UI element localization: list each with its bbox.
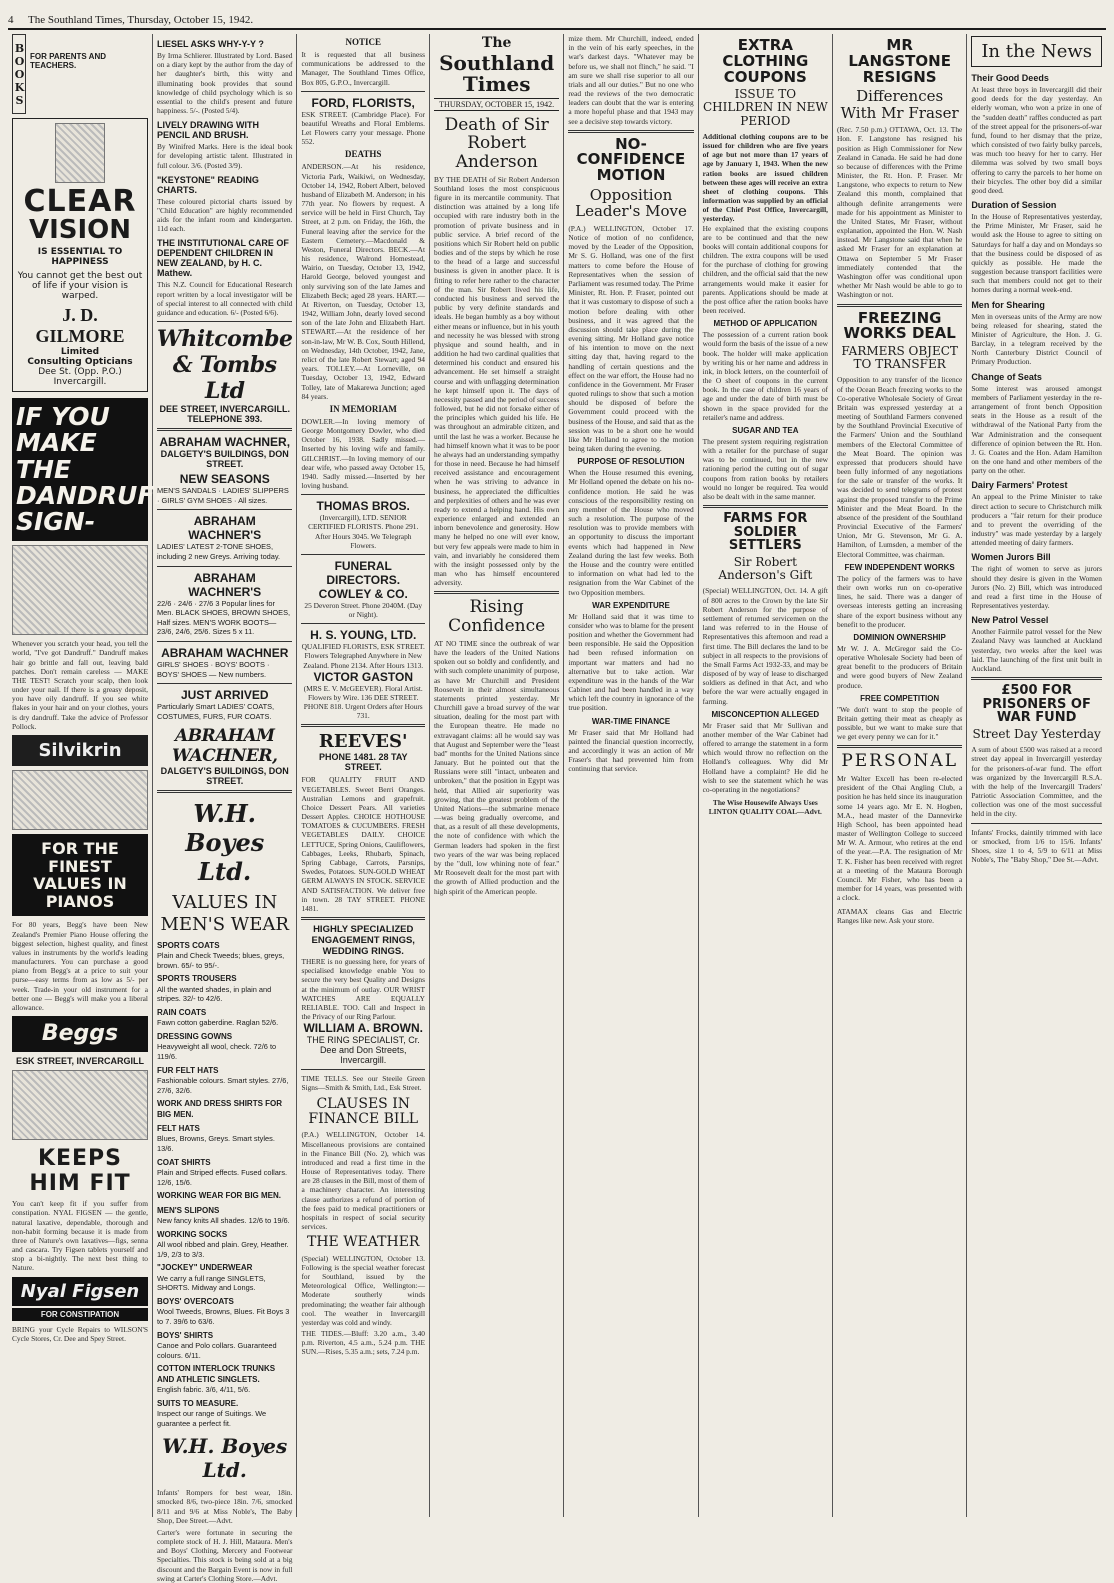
freezing-text: Opposition to any transfer of the licence of the Ocean Beach freezing works to the Co-operative Wholesale Society of Great Britain was expressed yesterday at a meeting of Southland Farmers convened by the Southland Provincial Executive of the Farmers' Union and the Southland members of the Electoral Committee of the Meat Board. The opinion was expressed that producers should have been fully informed of any negotiations for the sale or transfer of the works. It was decided to send telegrams of protest against the proposed transfer to the Prime Minister and the Meat Board. In the absence of the president of the Southland Provincial Executive of the Farmers' Union, Mr G. Stevenson, Mr G. A. Hamilton, of Lumsden, a member of the Electoral Committee, was chairman. (836, 375, 963, 559)
menswear-item-text: English fabric. 3/6, 4/11, 5/6. (157, 1384, 251, 1394)
coupons-subhead: ISSUE TO CHILDREN IN NEW PERIOD (702, 87, 828, 128)
session-text: In the House of Representatives yesterday, the Prime Minister, Mr Fraser, said he would ask the House to agree to sitting on Saturdays for half a day and on Mondays so that the business could be disposed of as quickly as possible. He made the suggestion because transport facilities were such that members could not get to their homes during a normal week-end. (971, 212, 1102, 295)
method-text: The possession of a current ration book would form the basis of the issue of a new book. The holder will make application by writing his or her name and address in ink, in block letters, on the counterfoil of the O sheet of coupons in the current book. In the case of children 16 years of age and under the date of birth must be shown in the space provided for the retailer's name and address. (702, 330, 828, 422)
whitcombe-tel: TELEPHONE 393. (187, 414, 263, 425)
misconception-text: Mr Fraser said that Mr Sullivan and another member of the War Cabinet had offered to arrange the statement in a form which would throw no reflection on the Holland's colleagues. Why did Mr Holland have a complaint? He did he wish to see the statement which he was co-operating in the negotiations? (702, 720, 828, 794)
notice-text: It is requested that all business communications be addressed to the Manager, The Southland Times Office, Box 805, G.P.O., Invercargill. (301, 50, 425, 87)
values-mens-wear: VALUES IN MEN'S WEAR (160, 891, 289, 936)
menswear-item-head: SPORTS TROUSERS (157, 974, 237, 984)
divider (157, 683, 292, 684)
menswear-item-text: New fancy knits All shades. 12/6 to 19/6. (157, 1216, 290, 1226)
divider (971, 823, 1102, 824)
thomas-bros: THOMAS BROS. (316, 499, 410, 514)
menswear-item-text: Plain and Striped effects. Fused collars. 12/6, 15/6. (157, 1167, 288, 1187)
hs-text: QUALIFIED FLORISTS, ESK STREET. Flowers Telegraphed Anywhere in New Zealand. Phone 2134. After Hours 1313. (301, 642, 425, 670)
shearing-text: Men in overseas units of the Army are now being released for shearing, stated the Minister of Agriculture, the Hon. J. G. Barclay, in a telegram received by the North Canterbury District Council of Primary Production. (971, 311, 1102, 367)
menswear-item-text: Heavyweight all wool, check. 72/6 to 119/6. (157, 1042, 277, 1061)
coupons-headline: EXTRA CLOTHING COUPONS (722, 36, 809, 86)
time-tells: TIME TELLS. See our Steeile Green Signs—Smith & Smith, Ltd., Esk Street. (301, 1074, 425, 1093)
brown-name: WILLIAM A. BROWN. (303, 1021, 423, 1036)
women-head: Women Jurors Bill (971, 552, 1051, 563)
gilmore-limited: Limited (60, 347, 100, 357)
motion-subhead: Opposition Leader's Move (575, 185, 687, 221)
independent-head: FEW INDEPENDENT WORKS (844, 562, 955, 572)
linton-ad: The Wise Housewife Always Uses LINTON QUALITY COAL—Advt. (708, 798, 822, 817)
beggs-addr: ESK STREET, INVERCARGILL (15, 1056, 144, 1067)
reeves-items: FOR QUALITY FRUIT AND VEGETABLES. Sweet Berri Oranges. Australian Lemons and grapefruit. Choice Dessert Pears. All varieties Dessert Apples. CHOICE HOTHOUSE TOMATOES & CUCUMBERS. FRESH VEGETABLES DAILY. CHOICE LETTUCE, Spring Onions, Cauliflowers, Cabbages, Leeks, Rhubarb, Spinach, Spring Cabbage, Carrots, Parsnips, Swedes, Potatoes. SUN-GOLD WHEAT GERM ALWAYS IN STOCK. SERVICE AND SATISFACTION. We deliver free in town. 28 TAY STREET. PHONE 1481. (301, 775, 425, 913)
dominion-text: Mr W. J. A. McGregor said the Co-operative Wholesale Society had been of great benefit to the producers of Britain and were good buyers of New Zealand produce. (836, 643, 963, 690)
column-8 (967, 34, 1106, 1517)
menswear-item-head: RAIN COATS (157, 1007, 207, 1017)
wachner-5-name: ABRAHAM WACHNER, (172, 725, 278, 766)
column-7 (833, 34, 967, 1517)
atamax-ad: ATAMAX cleans Gas and Electric Ranges like new. Ask your store. (836, 906, 963, 925)
rising-continued: mize them. Mr Churchill, indeed, ended in the vein of his early speeches, in the war's darkest days. "Whatever may be before us, we shall not flinch," he said. "I am sure we shall rise superior to all our trials and all our duties." But no one who read the reviews of the two democratic leaders can doubt that the war is entering a more hopeful phase and that 1943 may see a decisive step towards victory. (568, 34, 694, 126)
masthead-date: THURSDAY, OCTOBER 15, 1942. (434, 98, 559, 111)
whitcombe-addr: DEE STREET, INVERCARGILL. (159, 404, 290, 415)
purpose-head: PURPOSE OF RESOLUTION (577, 457, 685, 467)
motion-text: (P.A.) WELLINGTON, October 17. Notice of motion of no confidence, moved by the Leader of the Opposition, Mr S. G. Holland, was one of the first matters to come before the House of Representatives when the session of Parliament was resumed today. The Prime Minister, Rt. Hon. P. Fraser, pointed out that it was customary to dispose of such a motion before dealing with other business, and it was agreed that the discussion should take place during the evening sitting. Mr Holland gave notice of his intention to move on the next sitting day that, having regard to the handling of certain questions and the effect on the war effort, the House had no confidence in the Government. Mr Fraser quoted rulings to show that such a motion should be disposed of before the Government could proceed with the business of the House, and said that as the session was to be a short one he would like Mr Holland to agree to the motion being taken during the evening. (568, 223, 694, 454)
divider (301, 623, 425, 624)
divider (301, 1069, 425, 1070)
farms-headline: FARMS FOR SOLDIER SETTLERS (723, 511, 808, 554)
divider (301, 91, 425, 92)
liesel-text: By Irma Schlierer. Illustrated by Lord. Based on a diary kept by the author from the day of her daughter's birth, this witty and illuminating book provides that sound knowledge of child psychology which is so essential to the child's present and future happiness. 5/-. (Posted 5/4). (157, 51, 293, 116)
gilmore-name: J. D. GILMORE (35, 305, 125, 346)
rising-text: AT NO TIME since the outbreak of war have the leaders of the United Nations spoken out so boldly and confidently, and with such complete unanimity of purpose, as have Mr Churchill and President Roosevelt in their almost simultaneous statements printed yesterday. Mr Churchill gave a broad survey of the war situation, dealing for the most part with the European theatre. He made no extravagant claims: all he would say was that August and September were the "least bad" months for the United Nations since January. But he pointed out that the Russians were still "intact, unbeaten and unbroken," that the position in Egypt was held, that Allied air superiority was growing, that the greatest problem of the United Nations—the submarine menace—was being gradually overcome, and that, as a result of all these developments, the note of confidence with which the German leaders had spoken in the first two years of the war was being replaced by the "dull, low whining note of fear." Mr Roosevelt dealt for the most part with the growth of Allied production and the high spirit of the American people. (434, 638, 560, 896)
menswear-item-head: MEN'S SLIPONS (157, 1205, 220, 1215)
wachner-2-name: ABRAHAM WACHNER'S (188, 514, 262, 543)
ad-warped: You cannot get the best out of life if your vision is warped. (17, 271, 143, 301)
clauses-headline: CLAUSES IN FINANCE BILL (308, 1095, 419, 1127)
death-text: BY THE DEATH of Sir Robert Anderson Southland loses the most conspicuous figure in its mercantile community. That distinction was attained by a long life occupied with rare industry both in the promotion of private business and in public service. A brief record of the positions which Sir Robert held on public bodies and of the steps by which he rose to the head of a large and successful business is given in another place. It is fitting to refer here rather to the character of the man. Sir Robert lived his life, conducted his business and served the public by very definite standards and ideals. He began humbly as a boy without either means or influence, but in his youth and necessity he was blessed with strong physique and sound health, and in addition he had two cardinal qualities that determined his conduct and ensured his advancement. He set himself a straight course and with unflagging determination he kept himself upon it. The days of necessity passed and the period of success followed, but he did not forsake either of the principles which guided his life. He was throughout an admirable citizen, and until the last he was a worker. Because he had himself known what it was to be poor he always had an understanding sympathy for those in need. Because he had himself received assistance and encouragement when he was striving to advance in business, he appreciated the difficulties and perplexities of others and he was ever ready to extend a helping hand. His own experience enlarged and extended an inborn benevolence and generosity. How many he helped no one will ever know, but very few appeals were made to him in vain, and invariably he considered them with the insight possessed only by the man who has himself encountered adversity. (434, 174, 560, 588)
menswear-item-head: "JOCKEY" UNDERWEAR (157, 1263, 253, 1273)
menswear-item-text: Wool Tweeds, Browns, Blues. Fit Boys 3 to 7. 39/6 to 63/6. (157, 1307, 290, 1326)
personal-text: Mr Walter Excell has been re-elected president of the Ohai Angling Club, a position he has held since its inauguration some 14 years ago. Mr E. N. Hogben, M.A., head master of the Dannevirke High School, has been appointed head master of Wellington College to succeed Mr W. A. Armour, who retires at the end of the year.—P.A. The resignation of Mr T. K. Fisher has been received with regret at a meeting of the Mataura Borough Council. Mr Fisher, who has been a member for 14 years, was presented with a clock. (836, 774, 963, 903)
menswear-item-head: COAT SHIRTS (157, 1157, 211, 1167)
menswear-item-head: FUR FELT HATS (157, 1065, 219, 1075)
column-6 (699, 34, 833, 1517)
beggs-logo: Beggs (12, 1016, 148, 1052)
weather-text: (Special) WELLINGTON, October 13. Following is the special weather forecast for Southland, issued by the Meteorological Office, Wellington:— Moderate southerly winds predominating; the weather fair although cool. The weather in Invercargill yesterday was cold and windy. (301, 1253, 425, 1327)
keeps-fit-text: You can't keep fit if you suffer from constipation. NYAL FIGSEN — the gentle, natural laxative, dependable, thorough and non-habit forming because it is made from three of Nature's own laxatives—figs, senna and cascara. Try Figsen tablets yourself and stop a bi-nightly. The next best thing to Nature. (12, 1199, 148, 1273)
wachner-5-addr: DALGETY'S BUILDINGS, DON STREET. (160, 765, 289, 786)
silvikrin-logo: Silvikrin (12, 735, 148, 766)
nyal-sub: FOR CONSTIPATION (12, 1308, 148, 1321)
farms-text: (Special) WELLINGTON, Oct. 14. A gift of 800 acres to the Crown by the late Sir Robert Anderson for the purpose of settlement of returned servicemen on the land was referred to in the House of Representatives this afternoon and read a first time. The Bill declares the land to be subject in all respects to the provisions of the Small Farms Act 1932-33, and may be disposed of by way of lease to discharged soldiers as defined in that Act, and who before the war were actually engaged in farming. (702, 586, 828, 706)
column-5 (564, 34, 698, 1517)
dairy-text: An appeal to the Prime Minister to take direct action to secure to Christchurch milk producers a "fair return for their produce and to prevent the overriding of the industry" was made yesterday by a largely attended meeting of dairy farmers. (971, 492, 1102, 548)
menswear-item-head: SUITS TO MEASURE. (157, 1398, 239, 1408)
deaths-text: ANDERSON.—At his residence, Victoria Park, Waikiwi, on Wednesday, October 14, 1942, Robert Albert, beloved husband of Elizabeth M. Anderson; in his 77th year. No flowers by request. A service will be held in First Church, Tay Street, at 2 p.m. on Friday, the 16th, the Funeral leaving after the service for the Eastern Cemetery.—Macdonald & Weston, Funeral Directors. BECK.—At his residence, Walrond Homestead, Wairio, on Tuesday, October 13, 1942, Harold George, beloved youngest and only surviving son of the late James and Elizabeth Beck; aged 28 years. HART.—At Riverton, on Tuesday, October 13, 1942, William John, dearly loved second son of the late John and Elizabeth Hart. STEWART.—At the residence of her son-in-law, Mr W. B. Cox, South Hillend, on Wednesday, 14th October, 1942, Jane, relict of the late Robert Stewart; aged 94 years. TOLLEY.—At Lorneville, on Tuesday, October 13, 1942, Edward Tolley, late of Makarewa Junction; aged 84 years. (301, 162, 425, 401)
weather-headline: THE WEATHER (306, 1234, 420, 1251)
free-text: "We don't want to stop the people of Britain getting their meat as cheaply as possible, but we want to make sure that we get every penny we can for it." (836, 704, 963, 742)
whboyes-logo-2: W.H. Boyes Ltd. (162, 1434, 288, 1483)
langstone-headline: MR LANGSTONE RESIGNS (848, 36, 951, 86)
divider (157, 321, 292, 322)
shearing-head: Men for Shearing (971, 299, 1045, 310)
lively-text: By Winifred Marks. Here is the ideal book for developing artistic talent. Illustrated in full colour. 3/6. (Posted 3/9). (157, 142, 293, 170)
divider (157, 428, 292, 431)
funeral-text: 25 Deveron Street. Phone 2040M. (Day or Night). (304, 600, 423, 620)
ford-text: ESK STREET. (Cambridge Place). For beautiful Wreaths and Floral Emblems. Let Flowers carry your message. Phone 552. (301, 109, 425, 147)
ad-essential: IS ESSENTIAL TO HAPPINESS (37, 247, 123, 267)
divider (837, 304, 962, 307)
pow-headline: £500 FOR PRISONERS OF WAR FUND (982, 683, 1091, 726)
menswear-item-text: Blues, Browns, Greys. Smart styles. 13/6. (157, 1134, 275, 1153)
menswear-item-text: We carry a full range SINGLETS, SHORTS. Midway and Longs. (157, 1273, 266, 1293)
patrol-text: Another Fairmile patrol vessel for the New Zealand Navy was launched at Auckland yesterday, two weeks after the keel was laid. The launching of the first unit built in Auckland. (971, 627, 1102, 673)
menswear-item-head: BOYS' OVERCOATS (157, 1296, 234, 1306)
hs-young: H. S. YOUNG, LTD. (310, 628, 417, 643)
figsen-illustration (12, 1070, 148, 1140)
eye-illustration (55, 123, 105, 183)
whboyes-logo: W.H. Boyes Ltd. (185, 798, 265, 886)
finance-head: WAR-TIME FINANCE (591, 716, 671, 726)
freezing-subhead: FARMERS OBJECT TO TRANSFER (841, 344, 958, 372)
divider (837, 745, 962, 748)
running-head (8, 10, 1106, 30)
menswear-item-text: Canoe and Polo collars. Guaranteed colours. 6/11. (157, 1340, 277, 1360)
keeps-fit-headline: KEEPS HIM FIT (29, 1146, 131, 1197)
menswear-item-text: All wool ribbed and plain. Grey, Heather. 1/9, 2/3 to 3/3. (157, 1240, 289, 1259)
method-head: METHOD OF APPLICATION (713, 319, 818, 329)
ford-florists: FORD, FLORISTS, (311, 95, 415, 110)
gilmore-role: Consulting Opticians (27, 357, 133, 367)
wachner-3-name: ABRAHAM WACHNER'S (188, 570, 262, 599)
masthead-title: Southland Times (439, 50, 555, 96)
menswear-item-head: WORKING SOCKS (157, 1229, 228, 1239)
brown-text: THE RING SPECIALIST, Cr. Dee and Don Streets, Invercargill. (306, 1035, 420, 1066)
institution-head: THE INSTITUTIONAL CARE OF DEPENDENT CHILDREN IN NEW ZEALAND, by H. C. Mathew. (157, 238, 289, 279)
clauses-text: (P.A.) WELLINGTON, October 14. Miscellaneous provisions are contained in the Finance Bill (No. 2), which was introduced and read a first time in the House of Representatives today. There are 28 clauses in the Bill, most of them of a machinery character. An interesting clause authorizes a refund of portion of the fees paid to medical practitioners or hospitals in respect of social security services. (301, 1130, 426, 1232)
funeral-directors: FUNERAL DIRECTORS. COWLEY & CO. (318, 558, 408, 601)
divider (301, 554, 425, 555)
notice-head: NOTICE (345, 37, 381, 47)
menswear-item-head: WORK AND DRESS SHIRTS FOR BIG MEN. (157, 1099, 283, 1119)
frocks-ad: Infants' Frocks, daintily trimmed with lace or smocked, from 1/6 to 15/6. Infants' Shoes, size 1 to 4, 5/9 to 6/11 at Miss Noble's, The "Baby Shop," Dee St.—Advt. (971, 827, 1102, 865)
death-headline: Death of Sir Robert Anderson (444, 114, 549, 173)
shoe-lines: MEN'S SANDALS · LADIES' SLIPPERS · GIRLS' GYM SHOES · All sizes. (157, 486, 289, 505)
just-arrived: JUST ARRIVED (180, 688, 269, 703)
women-text: The right of women to serve as jurors should they desire is given in the Women Jurors (No. 2) Bill, which was introduced and read a first time in the House of Representatives yesterday. (971, 564, 1102, 611)
menswear-item-text: Inspect our range of Suitings. We guarantee a perfect fit. (157, 1409, 267, 1428)
menswear-item-head: FELT HATS (157, 1123, 200, 1133)
divider (157, 790, 292, 793)
divider (434, 591, 559, 594)
columns (8, 34, 1106, 1583)
clear-vision-ad (12, 118, 148, 392)
coupons-text: He explained that the existing coupons are to be continued and that the new books will contain additional coupons for children. The extra coupons will be used for the purchase of clothing for growing children, and the official said that the new arrangements would make it easier for parents. Applications should be made at the post office after the ration books have been received. (702, 223, 828, 316)
purpose-text: When the House resumed this evening, Mr Holland opened the debate on his no-confidence motion. He said he was conscious of the responsibility resting on any member of the House who moved such a resolution. The purpose of the resolution was to provide members with an opportunity to discuss the important events which had happened in New Zealand during the last few weeks. Both the House and the country were entitled to information on what had led to the resignation from the War Cabinet of the two Opposition members. (568, 468, 694, 597)
seats-text: Some interest was aroused amongst members of Parliament yesterday in the re-arrangement of front bench Opposition seats in the House as a result of the withdrawal of the National Party from the War Administration and the consequent difference of opinion between the Rt. Hon. J. G. Coates and the Hon. Adam Hamilton on the one hand and other members of the party on the other. (971, 383, 1102, 476)
langstone-subhead: Differences With Mr Fraser (840, 87, 959, 122)
menswear-item-head: WORKING WEAR FOR BIG MEN. (157, 1191, 281, 1201)
gilmore-addr: Dee St. (Opp. P.O.) Invercargill. (38, 367, 122, 387)
independent-text: The policy of the farmers was to have their own works run on co-operative lines, he said. There was a danger of overseas interests getting an increasing share of the export business without any benefit to the producer. (836, 573, 963, 629)
memoriam-text: DOWLER.—In loving memory of George Montgomery Dowler, who died October 16, 1938. Sadly missed.—Inserted by his loving wife and family. GILCHRIST.—In loving memory of our dear wife, who passed away October 15, 1940. Sadly missed.—Inserted by her loving husband. (301, 416, 425, 491)
reeves-name: REEVES' (318, 731, 408, 753)
divider (971, 677, 1102, 680)
divider (568, 130, 693, 133)
page-number: 4 (8, 14, 14, 26)
column-1 (8, 34, 172, 1517)
menswear-item-head: DRESSING GOWNS (157, 1031, 233, 1041)
masthead-the: The (481, 35, 512, 51)
pianos-headline: FOR THE FINEST VALUES IN PIANOS (12, 834, 148, 916)
menswear-item-text: Fawn cotton gaberdine. Raglan 52/6. (157, 1018, 279, 1028)
books-ad (12, 34, 148, 114)
carter-text: Carter's were fortunate in securing the complete stock of H. J. Hill, Mataura. Men's and Boys' Clothing, Mercery and Footwear Specialties. This stock is being sold at a big discount and the Bargain Event is now in full swing at Carter's Clothing Store.—Advt. (157, 1527, 293, 1583)
divider (157, 566, 292, 567)
menswear-item-head: SPORTS COATS (157, 940, 220, 950)
dandruff-text: Whenever you scratch your head, you tell the world, "I've got Dandruff." Dandruff makes hair go brittle and fall out, leaving bald patches. Don't remain careless — MAKE THE TEST! Scratch your scalp, then look under your nail. If there is a greasy deposit, you have oily dandruff. If you see white flakes in your hair and on your clothes, yours is dry dandruff. Take the advice of Professor Pollock. (12, 639, 148, 731)
langstone-text: (Rec. 7.50 p.m.) OTTAWA, Oct. 13. The Hon. F. Langstone has resigned his position as High Commissioner for New Zealand in Canada. He said he had done so because of differences with the Prime Minister, the Rt. Hon. P. Fraser. Mr Langstone, who expects to return to New Zealand this month, complained that although definite arrangements were made for his appointment as Minister to the United States, Mr Fraser, without explanation, appointed the Hon. W. Nash instead. Mr Langstone said that when he asked Mr Fraser for an explanation at Ottawa on September 5 Mr Fraser immediately contended that the Washington offer was conditional upon whether Mr Nash would be able to go to Washington or not. (836, 125, 963, 300)
rings-text: THERE is no guessing here, for years of specialised knowledge enable You to secure the very best Quality and Designs at the minimum of outlay. OUR WRIST WATCHES ARE EQUALLY RELIABLE. TOO. Call and Inspect in the Privacy of our Ring Parlour. (301, 957, 425, 1022)
seats-head: Change of Seats (971, 371, 1042, 382)
just-arrived-text: Particularly Smart LADIES' COATS, COSTUMES, FURS, FUR COATS. (157, 702, 275, 721)
wachner-2-text: LADIES' LATEST 2-TONE SHOES, including 2 new Greys. Arriving today. (157, 542, 281, 561)
in-the-news-box: In the News (971, 36, 1102, 67)
dairy-head: Dairy Farmers' Protest (971, 480, 1068, 491)
wachner-3-text: 22/6 · 24/6 · 27/6 3 Popular lines for Men. BLACK SHOES, BROWN SHOES, Half sizes. MEN'S WORK BOOTS—23/6, 24/6, 25/6. Sizes 5 x 11. (157, 598, 291, 637)
institution-text: This N.Z. Council for Educational Research report written by a local investigator will be of special interest to all connected with child guidance and education. 6/- (Posted 6/6). (157, 280, 293, 317)
patrol-head: New Patrol Vessel (971, 615, 1049, 626)
deaths-head: DEATHS (345, 149, 382, 160)
boyes-rompers: Infants' Rompers for best wear, 18in. smocked 8/6, two-piece 18in. 7/6, smocked 8/11 and 9/6 at Miss Noble's, The Baby Shop, Dee Street.—Advt. (157, 1488, 293, 1525)
wachner-1-addr: DALGETY'S BUILDINGS, DON STREET. (160, 449, 289, 470)
dandruff-headline: IF YOU MAKE THE DANDRUFF SIGN- (12, 398, 148, 541)
menswear-item-text: Fashionable colours. Smart styles. 27/6, 27/6, 32/6. (157, 1075, 289, 1095)
pianos-text: For 80 years, Begg's have been New Zealand's Premier Piano House offering the biggest selection, highest quality, and finest values in instruments by the world's leading manufacturers. You can purchase a good piano from Begg's at a price to suit your purse—easy terms from as low as 5/- per week. Trade-in your old instrument for a better one — Begg's will make you a liberal allowance. (12, 920, 148, 1012)
man-scratching-illustration (12, 545, 148, 635)
coupons-bold: Additional clothing coupons are to be issued for children who are five years of age but not more than 17 years of age by January 1, 1943. When the new ration books are issued children between these ages will receive an extra sheet of clothing coupons. This information was supplied by an official of the Chief Post Office, Invercargill, yesterday. (702, 131, 828, 224)
menswear-item-head: BOYS' SHIRTS (157, 1330, 214, 1340)
menswear-item-text: Plain and Check Tweeds; blues, greys, brown. 65/- to 95/-. (157, 950, 285, 970)
victor-gaston: VICTOR GASTON (313, 669, 414, 684)
mens-wear-list (157, 941, 292, 1429)
new-seasons: NEW SEASONS (179, 472, 270, 487)
books-title: FOR PARENTS AND TEACHERS. (30, 52, 106, 70)
rings-head: HIGHLY SPECIALIZED ENGAGEMENT RINGS, WEDDING RINGS. (311, 924, 415, 958)
menswear-item-text: All the wanted shades, in plain and stripes. 32/- to 42/6. (157, 984, 272, 1004)
free-head: FREE COMPETITION (860, 693, 940, 703)
victor-text: (MRS E. V. McGEEVER). Floral Artist. Flowers by Wire. 136 DEE STREET. PHONE 818. Urgent Orders after Hours 731. (303, 683, 423, 721)
ad-vision: VISION (28, 215, 132, 245)
ad-clear: CLEAR (23, 184, 137, 219)
bring-cycle-text: BRING your Cycle Repairs to WILSON'S Cycle Stores, Cr. Dee and Spey Street. (12, 1324, 148, 1343)
divider (301, 724, 425, 727)
wachner-4-text: GIRLS' SHOES · BOYS' BOOTS · BOYS' SHOES — New numbers. (157, 660, 270, 679)
books-vertical: BOOKS (12, 34, 26, 114)
piano-illustration (12, 770, 148, 830)
divider (157, 641, 292, 642)
divider (703, 505, 828, 508)
war-text: Mr Holland said that it was time to consider who was to blame for the present position and whether the Government had been responsible. He said the Opposition had been refused information on important war matters and had no alternative but to take action. War expenditure was in the hands of the War Cabinet and had been handled in a way which left the country in ignorance of the true position. (568, 611, 694, 713)
pow-subhead: Street Day Yesterday (972, 727, 1101, 742)
column-2 (153, 34, 297, 1583)
divider (157, 509, 292, 510)
column-4 (430, 34, 564, 1517)
farms-subhead: Sir Robert Anderson's Gift (718, 555, 813, 583)
motion-headline: NO-CONFIDENCE MOTION (576, 134, 686, 185)
column-3 (297, 34, 430, 1517)
menswear-item-head: COTTON INTERLOCK TRUNKS AND ATHLETIC SINGLETS. (157, 1364, 276, 1384)
lively-head: LIVELY DRAWING WITH PENCIL AND BRUSH. (157, 120, 260, 141)
divider (301, 917, 425, 920)
wachner-4-name: ABRAHAM WACHNER (161, 646, 289, 661)
sugar-head: SUGAR AND TEA (732, 425, 799, 435)
divider (301, 494, 425, 495)
memoriam-head: IN MEMORIAM (329, 403, 397, 414)
whitcombe-logo: Whitcombe & Tombs Ltd (157, 326, 293, 405)
misconception-head: MISCONCEPTION ALLEGED (711, 709, 820, 719)
deeds-head: Their Good Deeds (971, 73, 1049, 83)
reeves-contact: PHONE 1481. 28 TAY STREET. (318, 752, 408, 773)
freezing-headline: FREEZING WORKS DEAL (843, 308, 956, 343)
keystone-text: These coloured pictorial charts issued by "Child Education" are highly recommended aids for the infant room and kindergarten. 11d each. (157, 196, 293, 234)
war-head: WAR EXPENDITURE (592, 600, 670, 610)
wachner-1-name: ABRAHAM WACHNER, (159, 435, 291, 450)
nyal-logo: Nyal Figsen (12, 1277, 148, 1306)
liesel-head: LIESEL ASKS WHY-Y-Y ? (157, 39, 264, 49)
sugar-text: The present system requiring registration with a retailer for the purchase of sugar was to be continued, but in the new rationing period the cutting out of sugar coupons from ration books by retailers would no longer be required. Tea would also be dealt with in the same manner. (702, 436, 828, 501)
deeds-text: At least three boys in Invercargill did their good deeds for the day yesterday. An elderly woman, who won a prize in one of the "sudden death" raffles conducted as part of the street appeal for the prisoners-of-war fund, found to her dismay that the prize, which consisted of two fairly bulky parcels, was much too heavy for her to carry. Her dilemma was solved by two small boys offering to carry the parcels to her home on their bicycles. The other boy did a similar good deed. (971, 85, 1102, 195)
rising-headline: Rising Confidence (448, 597, 546, 637)
finance-text: Mr Fraser said that Mr Holland had painted the financial question incorrectly, and accordingly it was an action of Mr Fraser's that had prevented him from continuing that service. (568, 727, 694, 774)
tides-text: THE TIDES.—Bluff: 3.20 a.m., 3.40 p.m. Riverton, 4.5 a.m., 5.24 p.m. THE SUN.—Rises, 5.35 a.m.; sets, 7.24 p.m. (301, 1329, 425, 1357)
thomas-text: (Invercargill), LTD. SENIOR CERTIFIED FLORISTS. Phone 291. After Hours 3045. We Telegraph Flowers. (308, 513, 419, 550)
personal-headline: PERSONAL (841, 751, 958, 772)
session-head: Duration of Session (971, 200, 1057, 211)
pow-text: A sum of about £500 was raised at a record street day appeal in Invercargill yesterday for the prisoners-of-war fund. The effort was organized by the Invercargill R.S.A. with the help of the Invercargill Traders' Patriotic Association Committee, and the collection was one of the most successful held in the city. (971, 745, 1102, 819)
paper-line: The Southland Times, Thursday, October 15, 1942. (28, 14, 254, 26)
dominion-head: DOMINION OWNERSHIP (853, 632, 946, 642)
keystone-head: "KEYSTONE" READING CHARTS. (157, 174, 259, 195)
